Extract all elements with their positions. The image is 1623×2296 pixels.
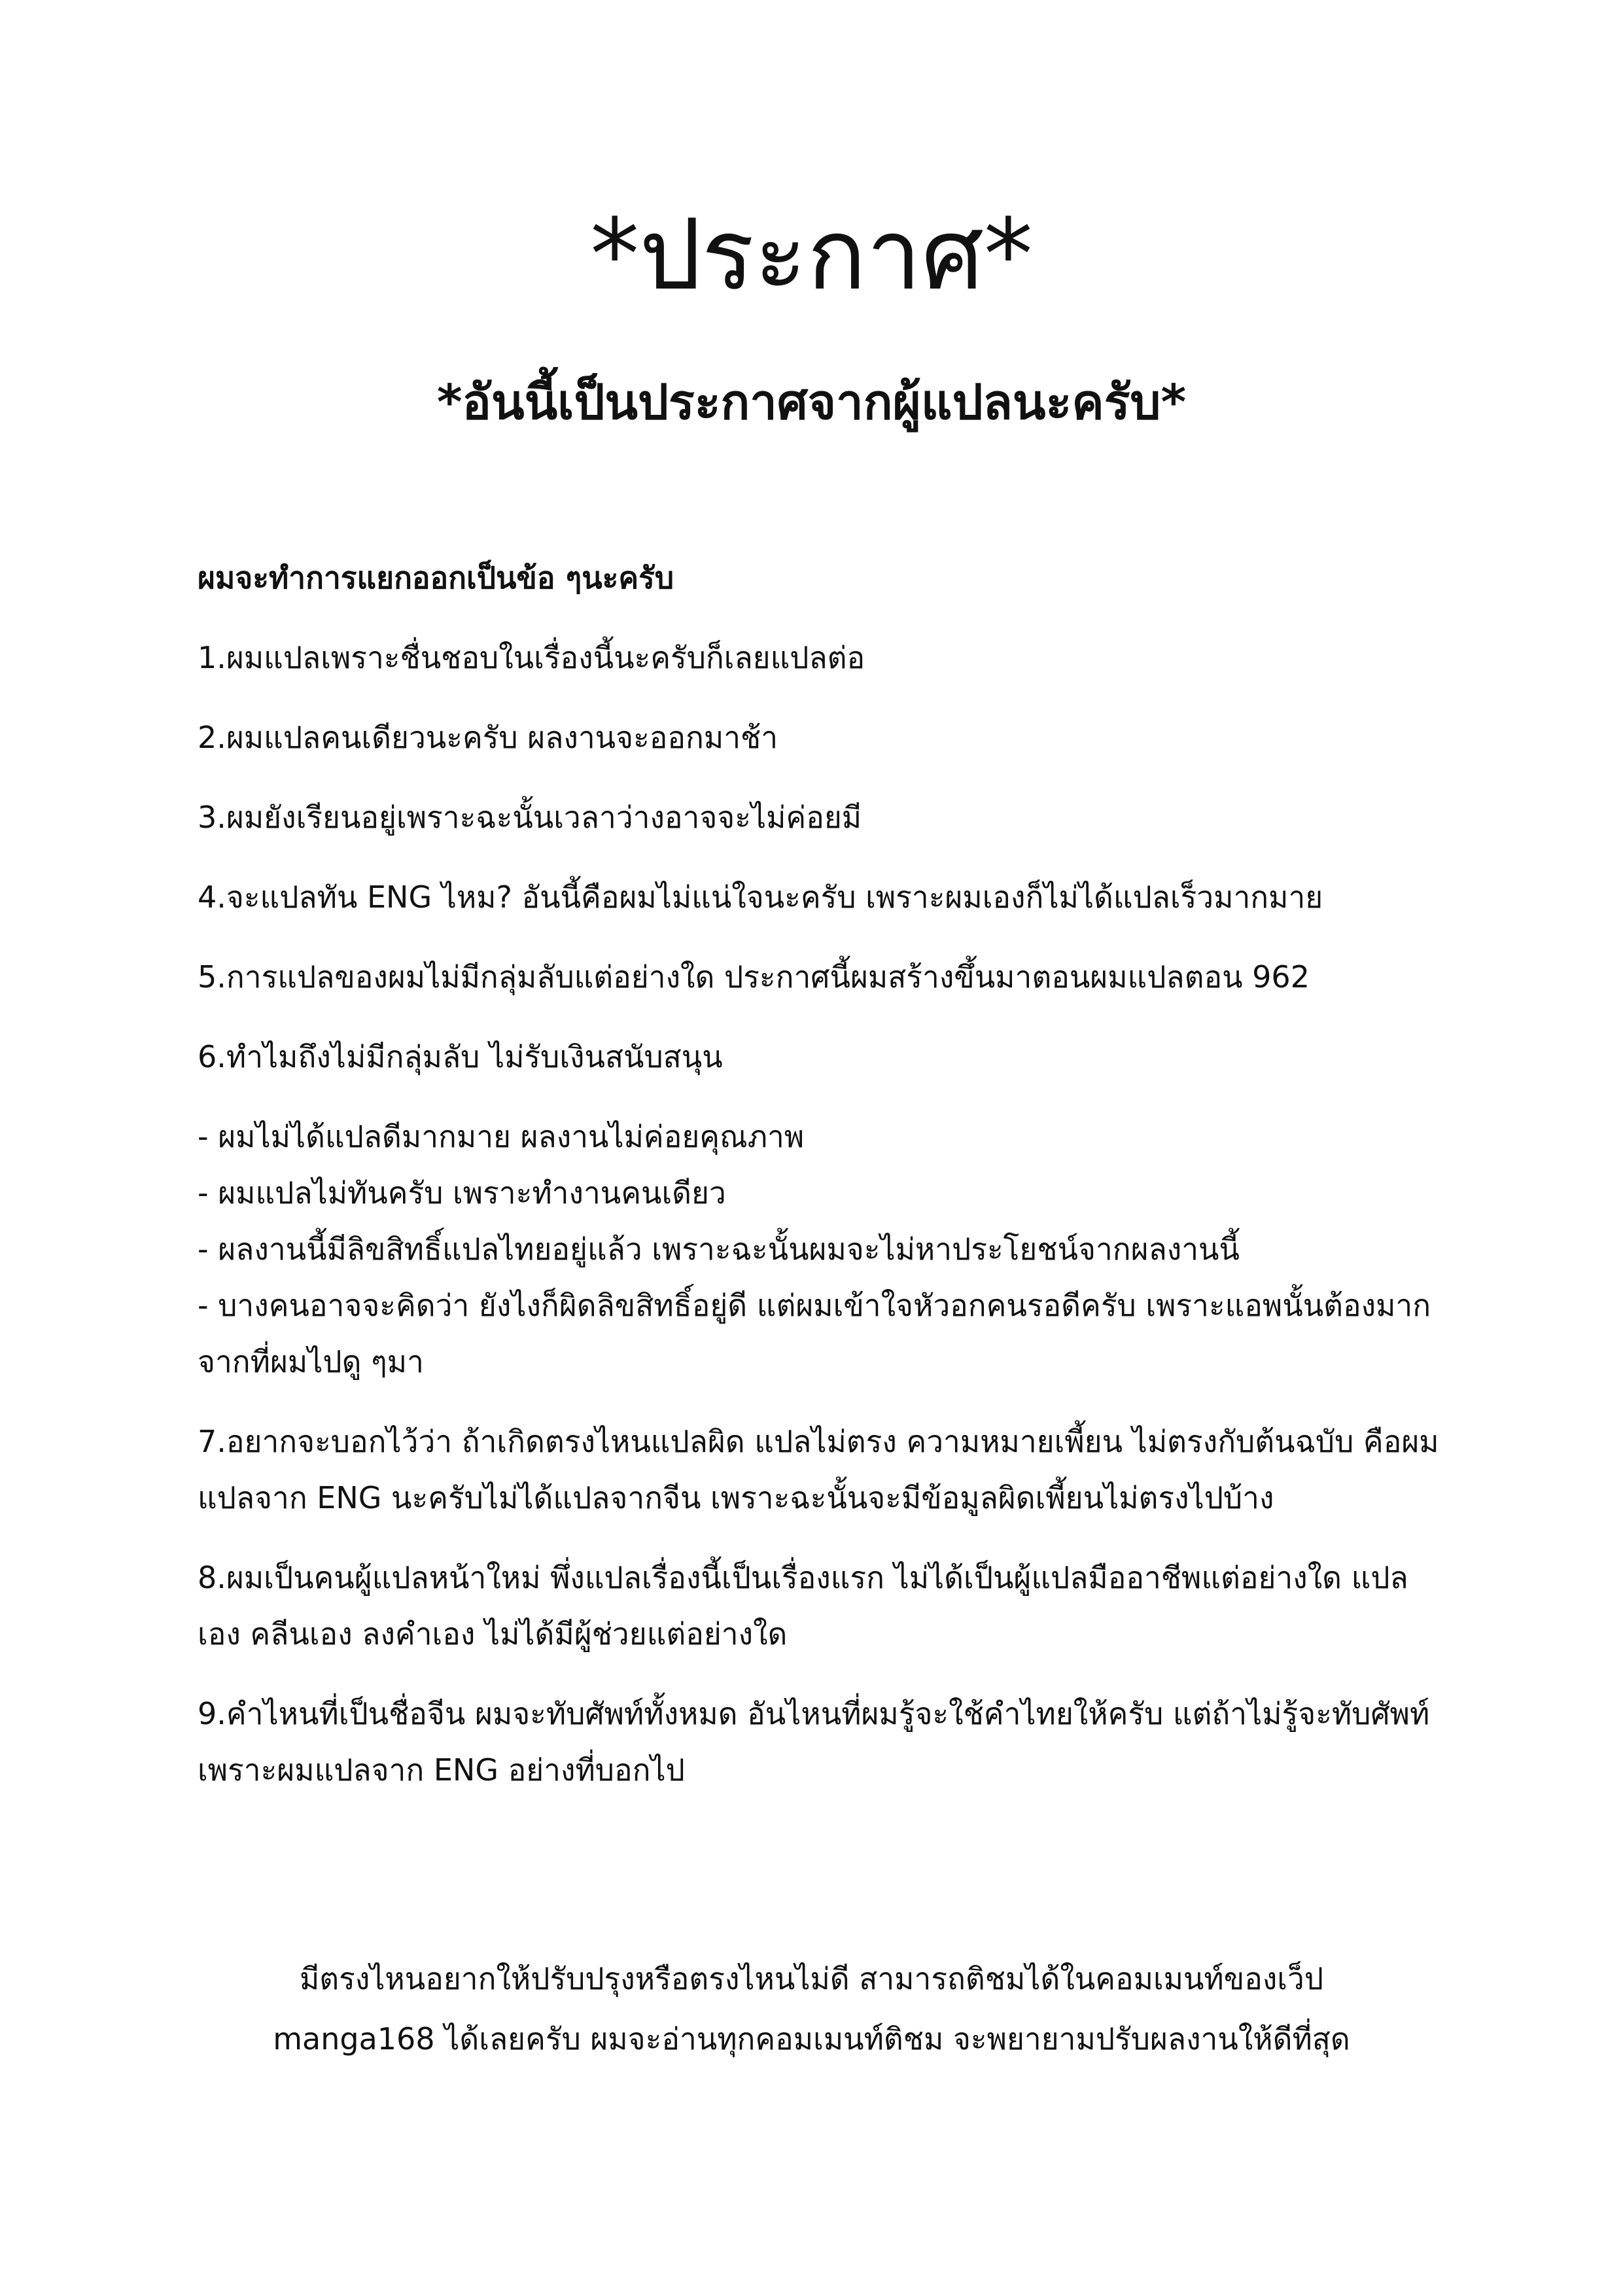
list-item: 2.ผมแปลคนเดียวนะครับ ผลงานจะออกมาช้า: [198, 720, 778, 755]
page-title: *ประกาศ*: [590, 198, 1033, 312]
list-item: 1.ผมแปลเพราะชื่นชอบในเรื่องนี้นะครับก็เลยแปลต่อ: [198, 640, 865, 675]
list-item: 5.การแปลของผมไม่มีกลุ่มลับแต่อย่างใด ประกาศนี้ผมสร้างขึ้นมาตอนผมแปลตอน 962: [198, 959, 1310, 995]
reason-item: - ผมแปลไม่ทันครับ เพราะทำงานคนเดียว: [198, 1175, 726, 1210]
page-subtitle: *อันนี้เป็นประกาศจากผู้แปลนะครับ*: [436, 374, 1187, 431]
reason-item: - บางคนอาจจะคิดว่า ยังไงก็ผิดลิขสิทธิ์อยู่ดี แต่ผมเข้าใจหัวอกคนรอดีครับ เพราะแอพนั้นต้องมาก จากที่ผมไปดู ๆมา: [198, 1288, 1431, 1379]
footer-note: [0, 1949, 1623, 2069]
footer-line: manga168 ได้เลยครับ ผมจะอ่านทุกคอมเมนท์ติชม จะพยายามปรับผลงานให้ดีที่สุด: [273, 2021, 1350, 2057]
reason-item: - ผลงานนี้มีลิขสิทธิ์แปลไทยอยู่แล้ว เพราะฉะนั้นผมจะไม่หาประโยชน์จากผลงานนี้: [198, 1231, 1240, 1267]
reasons-list: [198, 1108, 1440, 1390]
reason-item: - ผมไม่ได้แปลดีมากมาย ผลงานไม่ค่อยคุณภาพ: [198, 1119, 805, 1154]
announcement-body: [198, 550, 1440, 1822]
list-item: 7.อยากจะบอกไว้ว่า ถ้าเกิดตรงไหนแปลผิด แปลไม่ตรง ความหมายเพี้ยน ไม่ตรงกับต้นฉบับ คือผมแปลจาก ENG นะครับไม่ได้แปลจากจีน เพราะฉะนั้นจะมีข้อมูลผิดเพี้ยนไม่ตรงไปบ้าง: [198, 1424, 1439, 1515]
list-item: 4.จะแปลทัน ENG ไหม? อันนี้คือผมไม่แน่ใจนะครับ เพราะผมเองก็ไม่ได้แปลเร็วมากมาย: [198, 879, 1323, 915]
lead-text: ผมจะทำการแยกออกเป็นข้อ ๆนะครับ: [198, 560, 674, 595]
list-item: 9.คำไหนที่เป็นชื่อจีน ผมจะทับศัพท์ทั้งหมด อันไหนที่ผมรู้จะใช้คำไทยให้ครับ แต่ถ้าไม่รู้จะทับศัพท์เพราะผมแปลจาก ENG อย่างที่บอกไป: [198, 1696, 1430, 1788]
list-item: 8.ผมเป็นคนผู้แปลหน้าใหม่ พึ่งแปลเรื่องนี้เป็นเรื่องแรก ไม่ได้เป็นผู้แปลมืออาชีพแต่อย่างใด แปลเอง คลีนเอง ลงคำเอง ไม่ได้มีผู้ช่วยแต่อย่างใด: [198, 1560, 1408, 1651]
list-item: 3.ผมยังเรียนอยู่เพราะฉะนั้นเวลาว่างอาจจะไม่ค่อยมี: [198, 800, 862, 835]
list-item: 6.ทำไมถึงไม่มีกลุ่มลับ ไม่รับเงินสนับสนุน: [198, 1039, 723, 1074]
footer-line: มีตรงไหนอยากให้ปรับปรุงหรือตรงไหนไม่ดี สามารถติชมได้ในคอมเมนท์ของเว็ป: [299, 1961, 1324, 1996]
